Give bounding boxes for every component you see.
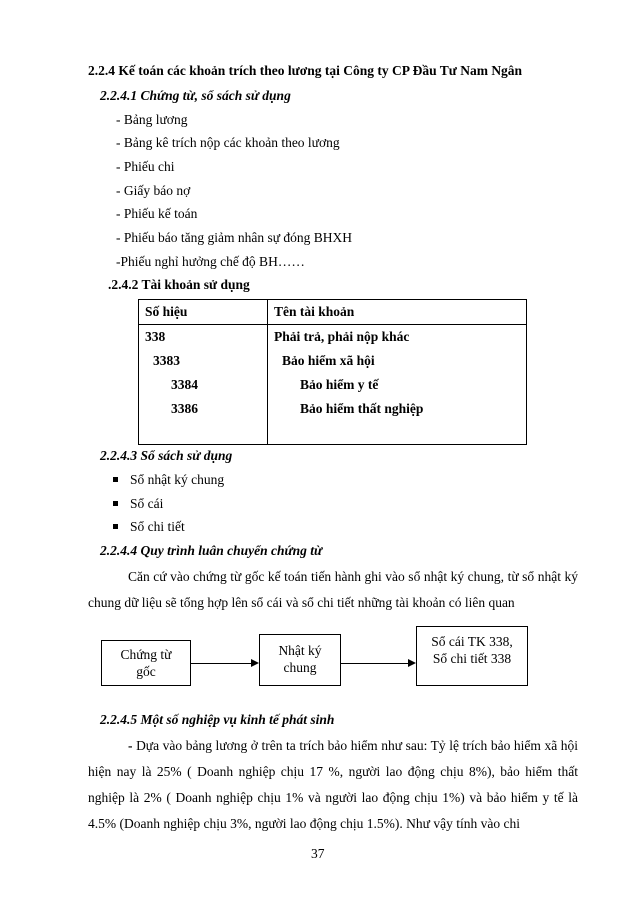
subsection-title-transactions: 2.2.4.5 Một số nghiệp vụ kinh tế phát sinh <box>100 712 335 727</box>
list-item: -Phiếu nghỉ hưởng chế độ BH…… <box>116 254 305 269</box>
account-name: Bảo hiểm y tế <box>300 377 379 392</box>
list-item: - Bảng kê trích nộp các khoản theo lương <box>116 135 340 150</box>
account-code: 3384 <box>171 377 198 392</box>
subsection-title-workflow: 2.2.4.4 Quy trình luân chuyển chứng từ <box>100 543 323 558</box>
table-cell-names <box>268 325 527 445</box>
paragraph: Căn cứ vào chứng từ gốc kế toán tiến hành ghi vào sổ nhật ký chung, từ sổ nhật ký chung dữ liệu sẽ tổng hợp lên sổ cái và sổ chi tiết những tài khoản có liên quan <box>88 569 578 610</box>
table-cell-codes <box>139 325 268 445</box>
table-header-name: Tên tài khoản <box>268 300 527 325</box>
square-bullet-icon <box>113 501 118 506</box>
page-number: 37 <box>311 846 325 861</box>
list-item: - Giấy báo nợ <box>116 183 191 198</box>
accounts-table <box>138 299 527 445</box>
square-bullet-icon <box>113 524 118 529</box>
paragraph: - Dựa vào bảng lương ở trên ta trích bảo hiểm như sau: Tỷ lệ trích bảo hiểm xã hội hiện nay là 25% ( Doanh nghiệp chịu 17 %, người lao động chịu 8%), bảo hiểm thất nghiệp là 2% ( Doanh nghiệp chịu 1% và người lao động chịu 1%) và bảo hiểm y tế là 4.5% (Doanh nghiệp chịu 3%, người lao động chịu 1.5%). Như vậy tính vào chi <box>88 738 578 831</box>
list-item: - Phiếu báo tăng giảm nhân sự đóng BHXH <box>116 230 353 245</box>
flow-arrow-line <box>191 663 251 664</box>
list-item: - Phiếu chi <box>116 159 175 174</box>
account-name: Bảo hiểm xã hội <box>282 353 375 368</box>
account-code: 3386 <box>171 401 198 416</box>
account-name: Bảo hiểm thất nghiệp <box>300 401 424 416</box>
flow-box-ledgers: Sổ cái TK 338, Sổ chi tiết 338 <box>416 626 528 686</box>
section-heading: 2.2.4 Kế toán các khoản trích theo lương tại Công ty CP Đầu Tư Nam Ngân <box>88 63 523 78</box>
flow-box-source-documents: Chứng từ gốc <box>101 640 191 686</box>
table-header-code: Số hiệu <box>139 300 268 325</box>
subsection-title-accounts: .2.4.2 Tài khoản sử dụng <box>108 277 250 292</box>
subsection-title-documents: 2.2.4.1 Chứng từ, sổ sách sử dụng <box>100 88 291 103</box>
account-code: 338 <box>145 329 166 344</box>
list-item: - Bảng lương <box>116 112 188 127</box>
account-code: 3383 <box>153 353 180 368</box>
flow-box-general-journal: Nhật ký chung <box>259 634 341 686</box>
arrow-right-icon <box>408 659 416 667</box>
arrow-right-icon <box>251 659 259 667</box>
list-item: Sổ chi tiết <box>113 519 185 535</box>
subsection-title-books: 2.2.4.3 Sổ sách sử dụng <box>100 448 233 463</box>
list-item: Sổ nhật ký chung <box>113 472 224 488</box>
square-bullet-icon <box>113 477 118 482</box>
flow-arrow-line <box>341 663 408 664</box>
list-item: Sổ cái <box>113 496 163 512</box>
account-name: Phải trả, phải nộp khác <box>274 329 410 344</box>
list-item: - Phiếu kế toán <box>116 206 198 221</box>
